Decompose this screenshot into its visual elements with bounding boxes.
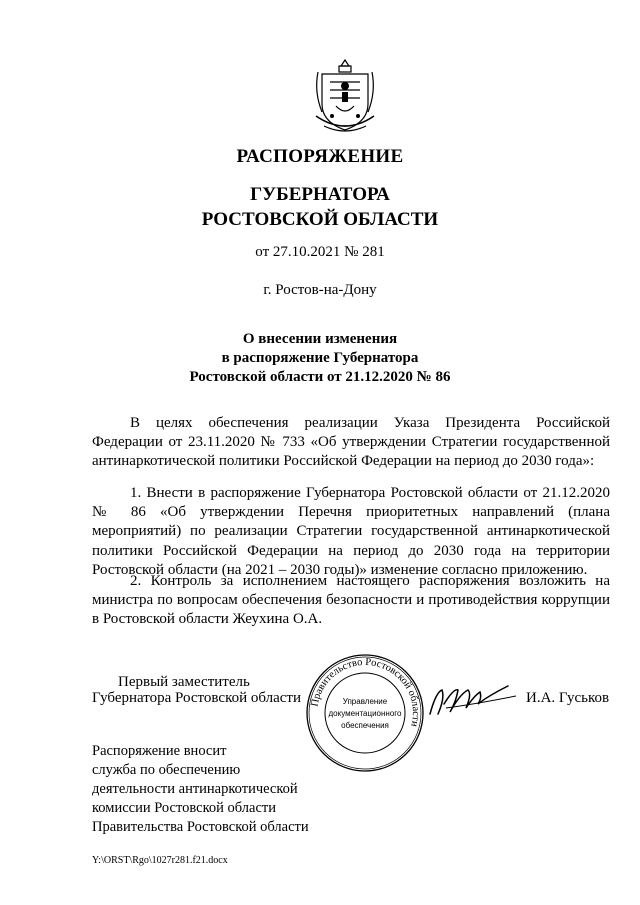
preamble-paragraph: В целях обеспечения реализации Указа Президента Российской Федерации от 23.11.2020 № 733 «Об утверждении Стратегии государственной антинаркотической политики Российской Федерации на период до 2030 года»: <box>92 415 610 470</box>
subject-line-2: в распоряжение Губернатора <box>221 350 419 366</box>
author-line-4: комиссии Ростовской области <box>92 800 276 816</box>
signer-name: И.А. Гуськов <box>526 690 610 706</box>
signer-position-line-2: Губернатора Ростовской области <box>92 690 302 706</box>
stamp-inner-line-1: Управление <box>342 697 388 706</box>
coat-of-arms-emblem <box>312 56 378 138</box>
issuer-title <box>0 182 640 232</box>
subject-line-3: Ростовской области от 21.12.2020 № 86 <box>189 369 451 385</box>
official-stamp <box>304 652 426 774</box>
author-line-1: Распоряжение вносит <box>92 743 227 759</box>
stamp-inner-line-3: обеспечения <box>341 721 389 730</box>
stamp-outer-text: Правительство Ростовской области <box>309 656 422 728</box>
document-subject <box>0 330 640 387</box>
issuer-line-1: ГУБЕРНАТОРА <box>250 184 390 205</box>
issuer-line-2: РОСТОВСКОЙ ОБЛАСТИ <box>201 209 439 230</box>
author-line-5: Правительства Ростовской области <box>92 819 309 835</box>
handwritten-signature <box>426 684 522 718</box>
author-block <box>92 742 309 837</box>
item-1-paragraph: 1. Внести в распоряжение Губернатора Ростовской области от 21.12.2020 № 86 «Об утверждении Перечня приоритетных направлений (плана мероприятий) по реализации Стратегии государственной антинаркотической политики Российской Федерации на период до 2030 года на территории Ростовской области (на 2021 – 2030 годы)» изменение согласно приложению. <box>92 485 610 578</box>
date-number: от 27.10.2021 № 281 <box>255 244 385 260</box>
document-type: РАСПОРЯЖЕНИЕ <box>236 146 404 167</box>
subject-line-1: О внесении изменения <box>242 331 398 347</box>
signer-position-line-1: Первый заместитель <box>118 674 250 690</box>
item-2-paragraph: 2. Контроль за исполнением настоящего распоряжения возложить на министра по вопросам обеспечения безопасности и противодействия коррупции в Ростовской области Жеухина О.А. <box>92 573 610 628</box>
stamp-inner-line-2: документационного <box>328 709 402 718</box>
author-line-2: служба по обеспечению <box>92 762 241 778</box>
author-line-3: деятельности антинаркотической <box>92 781 298 797</box>
file-path: Y:\ORST\Rgo\1027r281.f21.docx <box>92 855 228 866</box>
city: г. Ростов-на-Дону <box>263 282 377 298</box>
